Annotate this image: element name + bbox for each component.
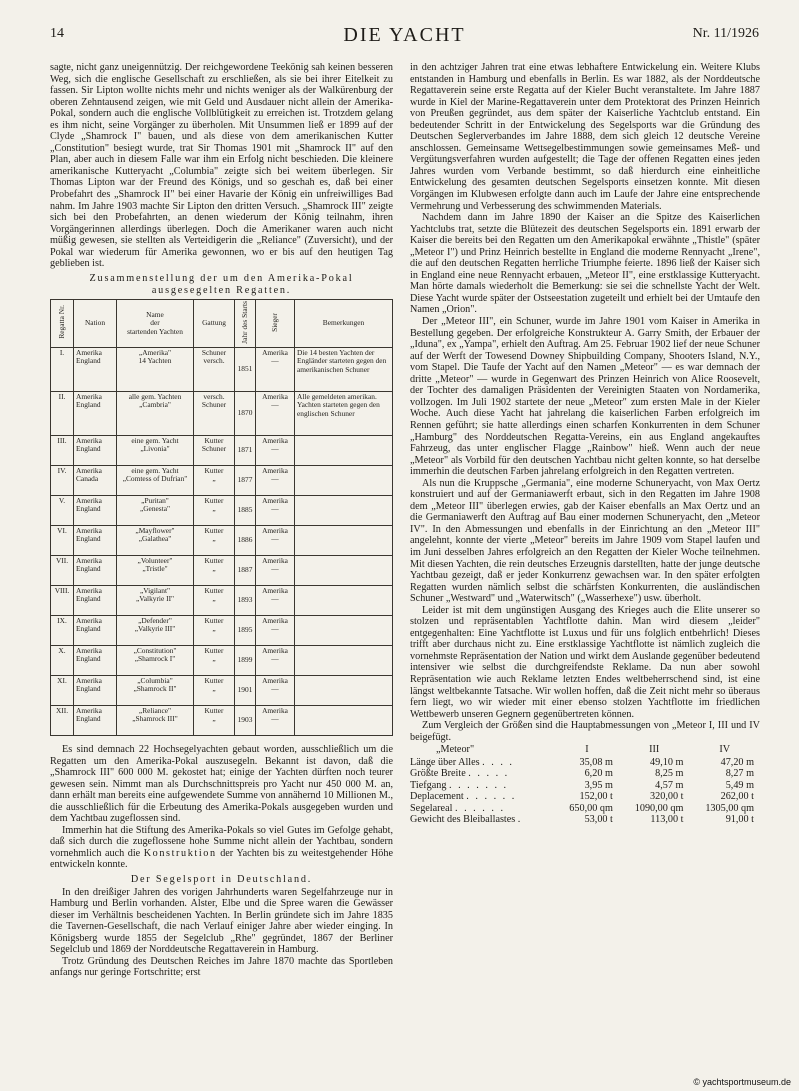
paragraph: Der „Meteor III", ein Schuner, wurde im Jahre 1901 vom Kaiser in Amerika in Bestellung gegeben. Der erfolgreiche Konstrukteur A. Garry Smith, der Erbauer der „Iduna", ex „Yampa", erhielt den Auftrag. Am 25. Februar 1902 lief der neue Schuner auf der Werft der Towesend Downey Shipbuilding Company, Shooters Island, N.Y., vom Stapel. Die Taufe der Yacht auf den Namen „Meteor" — es war demnach der dritte „Meteor" — wurde in Gegenwart des Prinzen Heinrich von Alice Roosevelt, der Tochter des damaligen Präsidenten der Vereinigten Staaten von Nordamerika, vollzogen. Im Juli 1902 startete der neue „Meteor" zum ersten Male in der Kieler Woche. Auch diese Yacht hat jahrelang die kaiserlichen Farben erfolgreich im Rennen geführt; sie hatte allerdings einen scharfen Konkurrenten in dem Schuner „Hamburg" des Norddeutschen Regatta-Vereins, ein aus England angekauftes Fahrzeug, das unter englischer Flagge „Rainbow" hieß. Wenn auch der neue „Meteor" als Vorbild für den deutschen Yachtbau nicht gelten konnte, so hat derselbe immerhin die deutschen Farben jahrelang erfolgreich in den Regatten vertreten.	[410, 316, 760, 478]
cell-nation: Amerika England	[74, 347, 117, 391]
cell-year: 1851	[235, 347, 256, 391]
paragraph: Nachdem dann im Jahre 1890 der Kaiser an die Spitze des Kaiserlichen Yachtclubs trat, setzte die Blütezeit des deutschen Segelsports ein. 1891 erwarb der Kaiser die bereits bei den Regatten um den Amerikapokal erwähnte „Thistle" (später „Meteor I") und Prinz Heinrich bestellte in England die moderne Rennyacht „Irene", die auf den deutschen Regatten herrliche Triumphe feierte. 1896 ließ der Kaiser sich in England eine neue Rennyacht erbauen, „Meteor II", eine erstklassige Kutteryacht. Man hörte damals wiederholt die Bemerkung: sie sei die schnellste Yacht der Welt. Diese Yacht wurde später der Ostseestation zugeteilt und erhielt bei der Umtaufe den Namen „Orion".	[410, 212, 760, 316]
paragraph: in den achtziger Jahren trat eine etwas lebhaftere Entwickelung ein. Weitere Klubs entstanden in Hamburg und ebenfalls in Berlin. Es war 1882, als der Norddeutsche Regattaverein seine erste Regatta auf der Kieler Bucht veranstaltete. Im Jahre 1887 wurde in Kiel der Marine-Regattaverein unter dem Protektorat des Prinzen Heinrich von Preußen gegründet, aus dem später der Kaiserliche Yachtclub entstand. Ein bedeutender Schritt in der Entwickelung des Segelsports war die Gründung des Deutschen Seglerverbandes im Jahre 1888, dem sich gleich 12 deutsche Vereine anschlossen. Gemeinsame Wettsegelbestimmungen sowie gemeinsames Meß- und Vergütungsverfahren wurden aufgestellt; die Tage der offenen Regatten eines jeden Jahres wurden vom Verbande bestimmt, so daß hierdurch eine einheitliche Entwickelung des gesamten deutschen Segelsports einsetzen konnte. Mit diesen Vorgängen im Klubwesen erfolgte dann auch im Laufe der Jahre eine entsprechende Vermehrung und Verbesserung des schwimmenden Materials.	[410, 62, 760, 212]
table-title-line-1: Zusammenstellung der um den Amerika-Pokal	[89, 272, 354, 284]
cell-year: 1903	[235, 705, 256, 735]
cell-winner: Amerika —	[256, 435, 295, 465]
table-row	[51, 435, 393, 465]
paragraph: In den dreißiger Jahren des vorigen Jahrhunderts waren Segelfahrzeuge nur in Hamburg und Berlin vorhanden. Alster, Elbe und die Spree waren die Gewässer dieser im Verhältnis bescheidenen Yachten. In Berlin gründete sich im Jahre 1835 die Tavernen-Gesellschaft, die nach Verlauf einiger Jahre aber wieder einging. In Königsberg wurde 1855 der Segelclub „Rhe" gegründet, 1867 der Berliner Segelclub und 1869 der Norddeutsche Regattaverein in Hamburg.	[50, 886, 393, 956]
dim-value-4: 47,20 m	[720, 756, 754, 768]
cell-gattung: Kutter „	[194, 495, 235, 525]
col-header-gattung: Gattung	[194, 299, 235, 347]
cell-gattung: versch. Schuner	[194, 391, 235, 435]
cell-gattung: Kutter „	[194, 525, 235, 555]
cell-nr: VIII.	[51, 585, 74, 615]
cell-nation: Amerika England	[74, 555, 117, 585]
cell-note	[295, 525, 393, 555]
regatta-table	[50, 299, 393, 736]
cell-year: 1899	[235, 645, 256, 675]
cell-nation: Amerika England	[74, 391, 117, 435]
table-row	[51, 347, 393, 391]
cell-winner: Amerika —	[256, 391, 295, 435]
masthead: DIE YACHT	[343, 24, 466, 46]
page-number: 14	[50, 26, 64, 41]
dim-value-3: 8,25 m	[655, 768, 684, 780]
cell-note: Die 14 besten Yachten der Engländer starteten gegen den amerikanischen Schuner	[295, 347, 393, 391]
cell-note	[295, 585, 393, 615]
table-title-line-2: ausgesegelten Regatten.	[151, 284, 292, 296]
table-row	[51, 465, 393, 495]
cell-yachts: eine gem. Yacht „Livonia"	[117, 435, 194, 465]
cell-note	[295, 435, 393, 465]
cell-note	[295, 615, 393, 645]
cell-year: 1870	[235, 391, 256, 435]
section-heading: Der Segelsport in Deutschland.	[130, 873, 313, 885]
cell-yachts: „Amerika" 14 Yachten	[117, 347, 194, 391]
cell-winner: Amerika —	[256, 705, 295, 735]
cell-nation: Amerika Canada	[74, 465, 117, 495]
cell-year: 1895	[235, 615, 256, 645]
cell-year: 1885	[235, 495, 256, 525]
dimension-row	[410, 803, 760, 815]
dim-value-1: 6,20 m	[584, 768, 613, 780]
cell-nation: Amerika England	[74, 675, 117, 705]
cell-nr: V.	[51, 495, 74, 525]
col-header-nation: Nation	[74, 299, 117, 347]
cell-note	[295, 645, 393, 675]
cell-nation: Amerika England	[74, 705, 117, 735]
table-row	[51, 675, 393, 705]
cell-yachts: eine gem. Yacht „Comtess of Dufrian"	[117, 465, 194, 495]
issue-number: Nr. 11/1926	[692, 26, 759, 41]
dim-value-3: 320,00 t	[650, 791, 684, 803]
cell-nation: Amerika England	[74, 645, 117, 675]
table-row	[51, 495, 393, 525]
cell-year: 1877	[235, 465, 256, 495]
cell-winner: Amerika —	[256, 585, 295, 615]
cell-note	[295, 705, 393, 735]
cell-nation: Amerika England	[74, 585, 117, 615]
dim-label: Segelareal . . . . . .	[410, 802, 505, 814]
cell-nation: Amerika England	[74, 435, 117, 465]
dim-label-header: „Meteor"	[436, 744, 475, 756]
cell-gattung: Kutter Schuner	[194, 435, 235, 465]
paragraph: sagte, nicht ganz uneigennützig. Der reichgewordene Teekönig sah keinen besseren Weg, sich die englische Gesellschaft zu erschließen, als sie bei ihrer Eitelkeit zu fassen. Sir Lipton wollte nichts mehr und nichts weniger als der Walkürenburg der oberen Zehntausend zeigen, wie mit Geld und Ausdauer nicht allein der Amerika-Pokal, sondern auch die englische Vollblütigkeit zu erreichen ist. Trotzdem gelang es ihm nicht, seine Vorgänger zu überholen. Mit Unsummen ließ er 1899 auf der Clyde „Shamrock I" bauen, und als diese von dem amerikanischen Kutter „Constitution" besiegt wurde, trat Sir Thomas 1901 mit „Shamrock II" auf den Plan, aber auch in diesem Falle war ihm ein Erfolg nicht beschieden. Die kleinere amerikanische Kutteryacht „Columbia" zeigte sich bei weitem überlegen. Sir Thomas Lipton war der Freund des Königs, und so geschah es, daß bei einer Probefahrt des „Shamrock II" bei einer Havarie der König ein unfreiwilliges Bad nahm. Im Jahre 1903 machte Sir Lipton den dritten Versuch. „Shamrock III" zeigte sich bei den Probefahrten, an denen wiederum der König teilnahm, ihren Vorgängerinnen allerdings überlegen. Doch die Amerikaner waren auch nicht müßig gewesen, sie stellten als Verteidigerin die „Reliance" (Zuversicht), und der Pokal war wiederum für Amerika gewonnen, wo er bis auf den heutigen Tag geblieben ist.	[50, 62, 393, 270]
dimension-row	[410, 768, 760, 780]
dimension-row	[410, 780, 760, 792]
paragraph: Als nun die Kruppsche „Germania", eine moderne Schuneryacht, von Max Oertz konstruiert und auf der Germaniawerft erbaut, sich in den Regatten im Jahre 1908 dem „Meteor III" überlegen erwies, gab der Kaiser ebenfalls an Max Oertz und an die Germaniawerft den Auftrag auf Bau einer modernen Schuneryacht, den „Meteor IV". In den Abmessungen und ebenfalls in der Einrichtung an den „Meteor III" angelehnt, konnte der vierte „Meteor" bereits im Jahre 1909 vom Stapel laufen und im Juni desselben Jahres erfolgreich an den Regatten der Kieler Woche teilnehmen. Mit diesen Yachten, die rein deutsches Erzeugnis darstellten, hatte der junge deutsche Yachtbau gezeigt, daß er jeder Konkurrenz gewachsen war. In den später erfolgten Regatten wurden nämlich selbst die schärfsten Konkurrenten, die ausländischen Schuner „Westward" und „Waterwitsch" („Wasserhexe") usw. überholt.	[410, 477, 760, 605]
dim-label: Deplacement . . . . . .	[410, 791, 517, 803]
cell-year: 1886	[235, 525, 256, 555]
cell-nr: I.	[51, 347, 74, 391]
cell-nr: XI.	[51, 675, 74, 705]
table-row	[51, 705, 393, 735]
cell-winner: Amerika —	[256, 555, 295, 585]
dim-label: Tiefgang . . . . . . .	[410, 779, 509, 791]
cell-winner: Amerika —	[256, 347, 295, 391]
cell-note: Alle gemeldeten amerikan. Yachten starteten gegen den englischen Schuner	[295, 391, 393, 435]
cell-nr: IX.	[51, 615, 74, 645]
col-header-nr: Regatta Nr.	[51, 299, 74, 347]
cell-winner: Amerika —	[256, 465, 295, 495]
cell-yachts: „Volunteer" „Tristle"	[117, 555, 194, 585]
dim-value-4: 1305,00 qm	[705, 802, 754, 814]
cell-note	[295, 555, 393, 585]
cell-nr: X.	[51, 645, 74, 675]
cell-winner: Amerika —	[256, 645, 295, 675]
dimensions-table	[410, 743, 760, 826]
table-row	[51, 391, 393, 435]
dimension-row	[410, 791, 760, 803]
cell-note	[295, 465, 393, 495]
watermark: © yachtsportmuseum.de	[693, 1077, 791, 1087]
dim-label: Gewicht des Bleiballastes .	[410, 814, 523, 826]
cell-gattung: Kutter „	[194, 705, 235, 735]
cell-gattung: Kutter „	[194, 675, 235, 705]
dim-value-1: 53,00 t	[584, 814, 613, 826]
cell-nation: Amerika England	[74, 525, 117, 555]
table-title	[50, 273, 393, 297]
cell-yachts: „Vigilant" „Valkyrie II"	[117, 585, 194, 615]
cell-yachts: „Reliance" „Shamrock III"	[117, 705, 194, 735]
cell-yachts: „Columbia" „Shamrock II"	[117, 675, 194, 705]
table-row	[51, 645, 393, 675]
right-column	[410, 62, 760, 1073]
cell-year: 1901	[235, 675, 256, 705]
paragraph: Zum Vergleich der Größen sind die Hauptabmessungen von „Meteor I, III und IV beigefügt.	[410, 720, 760, 743]
col-header-sieger: Sieger	[256, 299, 295, 347]
paragraph: Es sind demnach 22 Hochsegelyachten gebaut worden, ausschließlich um die Regatten um den Amerika-Pokal auszusegeln. Bekannt ist davon, daß die „Shamrock III" 600 000 M. gekostet hat; einige der Yachten dürften noch teurer gewesen sein. Nimmt man als Durchschnittspreis pro Yacht nur 450 000 M. an, dann erhält man bereits eine aufgewendete Summe von annähernd 10 Millionen M., die ausschließlich für die Erbeutung des Amerika-Pokals ausgegeben wurden und dem Yachtbau zugeflossen sind.	[50, 743, 393, 825]
cell-yachts: „Constitution" „Shamrock I"	[117, 645, 194, 675]
dim-value-1: 35,08 m	[579, 756, 613, 768]
dim-value-1: 3,95 m	[584, 779, 613, 791]
cell-gattung: Kutter „	[194, 585, 235, 615]
cell-note	[295, 675, 393, 705]
cell-nr: VII.	[51, 555, 74, 585]
col-header-jahr: Jahr des Starts	[235, 299, 256, 347]
dim-value-3: 113,00 t	[650, 814, 684, 826]
cell-nation: Amerika England	[74, 495, 117, 525]
dim-value-4: 8,27 m	[725, 768, 754, 780]
cell-yachts: „Puritan" „Genesta"	[117, 495, 194, 525]
dim-col-1: I	[585, 744, 589, 756]
cell-year: 1893	[235, 585, 256, 615]
cell-nation: Amerika England	[74, 615, 117, 645]
cell-gattung: Kutter „	[194, 555, 235, 585]
table-row	[51, 615, 393, 645]
dim-value-4: 91,00 t	[725, 814, 754, 826]
cell-winner: Amerika —	[256, 675, 295, 705]
dimension-row	[410, 757, 760, 769]
dim-col-3: III	[649, 744, 660, 756]
cell-gattung: Schuner versch.	[194, 347, 235, 391]
cell-nr: II.	[51, 391, 74, 435]
table-row	[51, 525, 393, 555]
dimension-row	[410, 814, 760, 826]
paragraph: Immerhin hat die Stiftung des Amerika-Pokals so viel Gutes im Gefolge gehabt, daß sich durch die zugeflossene hohe Summe nicht allein der Yachtbau, sondern vornehmlich auch die Konstruktion der Yachten bis zu weitestgehender Höhe entwickeln konnte.	[50, 824, 393, 871]
cell-gattung: Kutter „	[194, 615, 235, 645]
dim-label: Größte Breite . . . . .	[410, 768, 510, 780]
col-header-bemerkungen: Bemerkungen	[295, 299, 393, 347]
cell-gattung: Kutter „	[194, 465, 235, 495]
cell-year: 1871	[235, 435, 256, 465]
cell-nr: IV.	[51, 465, 74, 495]
dim-label: Länge über Alles . . . .	[410, 756, 514, 768]
cell-note	[295, 495, 393, 525]
cell-yachts: alle gem. Yachten „Cambria"	[117, 391, 194, 435]
cell-winner: Amerika —	[256, 525, 295, 555]
dim-value-3: 1090,00 qm	[634, 802, 684, 814]
dim-col-4: IV	[719, 744, 731, 756]
dim-value-1: 650,00 qm	[569, 802, 613, 814]
cell-yachts: „Defender" „Valkyrie III"	[117, 615, 194, 645]
cell-nr: VI.	[51, 525, 74, 555]
dim-value-4: 5,49 m	[725, 779, 754, 791]
paragraph: Trotz Gründung des Deutschen Reiches im Jahre 1870 machte das Sportleben anfangs nur geringe Fortschritte; erst	[50, 955, 393, 979]
dim-value-3: 49,10 m	[650, 756, 684, 768]
dim-value-3: 4,57 m	[655, 779, 684, 791]
paragraph: Leider ist mit dem ungünstigen Ausgang des Krieges auch die Elite unserer so stolzen und repräsentablen Yachtflotte dahin. Man wird diesem „leider" entgegenhalten: Eine Yachtflotte ist Luxus und für uns folglich entbehrlich! Dieses trifft aber durchaus nicht zu. Eine erstklassige Yachtflotte ist nämlich zugleich die vornehmste Repräsentation der Nation und wirkt dem Auslande gegenüber bedeutend intensiver wie selbst die durchgreifendste Reklame. Da nun aber sowohl Repräsentation wie auch Reklame letzten Endes weltbeherrschend sind, ist eine längst weltbekannte Tatsache. Wir wollen hoffen, daß die Zeit nicht mehr so überaus fern liegt, wo wir wieder mit einer ebenso stolzen Yachtflotte im friedlichen Wettbewerb unseren Gegnern gegenübertreten können.	[410, 604, 760, 720]
dim-value-4: 262,00 t	[720, 791, 754, 803]
dimensions-header-row	[410, 743, 760, 757]
page-header	[50, 24, 759, 48]
table-row	[51, 555, 393, 585]
cell-gattung: Kutter „	[194, 645, 235, 675]
cell-winner: Amerika —	[256, 495, 295, 525]
cell-nr: XII.	[51, 705, 74, 735]
cell-nr: III.	[51, 435, 74, 465]
table-header-row	[51, 299, 393, 347]
cell-yachts: „Mayflower" „Galathea"	[117, 525, 194, 555]
table-row	[51, 585, 393, 615]
dim-value-1: 152,00 t	[579, 791, 613, 803]
col-header-name: Name der startenden Yachten	[117, 299, 194, 347]
cell-year: 1887	[235, 555, 256, 585]
cell-winner: Amerika —	[256, 615, 295, 645]
left-column	[50, 62, 393, 1073]
